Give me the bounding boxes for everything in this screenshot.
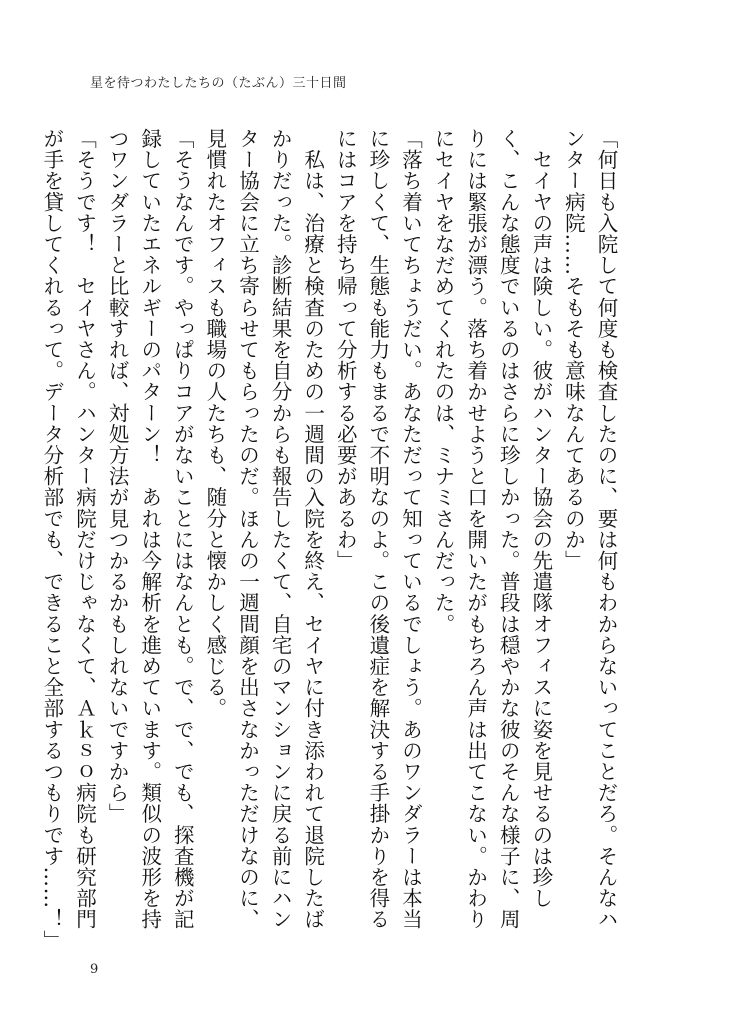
running-title: 星を待つわたしたちの（たぶん）三十日間 (90, 76, 347, 91)
paragraph: 「落ち着いてちょうだい。あなただって知っているでしょう。あのワンダラーは本当に珍しくて、生態も能力もまるで不明なのよ。この後遺症を解決する手掛かりを得るにはコアを持ち帰って分析する必要があるわ」 (333, 128, 423, 930)
paragraph: 私は、治療と検査のための一週間の入院を終え、セイヤに付き添われて退院したばかりだった。診断結果を自分からも報告したくて、自宅のマンションに戻る前にハンター協会に立ち寄らせてもらったのだ。ほんの一週間顔を出さなかっただけなのに、見慣れたオフィスも職場の人たちも、随分と懐かしく感じる。 (202, 128, 325, 930)
paragraph: 「そうです！ セイヤさん。ハンター病院だけじゃなくて、Ａｋｓｏ病院も研究部門が手を貸してくれるって。データ分析部でも、できること全部するつもりです……！」 (39, 128, 97, 951)
paragraph: 「何日も入院して何度も検査したのに、要は何もわからないってことだろ。そんなハンター病院……そもそも意味なんてあるのか」 (561, 128, 618, 930)
vertical-text-body (39, 128, 622, 951)
page-number: 9 (90, 962, 99, 977)
paragraph: セイヤの声は険しい。彼がハンター協会の先遣隊オフィスに姿を見せるのは珍しく、こんな態度でいるのはさらに珍しかった。普段は穏やかな彼のそんな様子に、周りには緊張が漂う。落ち着かせようと口を開いたがもちろん声は出てこない。かわりにセイヤをなだめてくれたのは、ミナミさんだった。 (431, 128, 553, 930)
paragraph: 「そうなんです。やっぱりコアがないことにはなんとも。で、で、でも、探査機が記録していたエネルギーのパターン！ あれは今解析を進めています。類似の波形を持つワンダラーと比較すれば、対処方法が見つかるかもしれないですから」 (105, 128, 195, 930)
